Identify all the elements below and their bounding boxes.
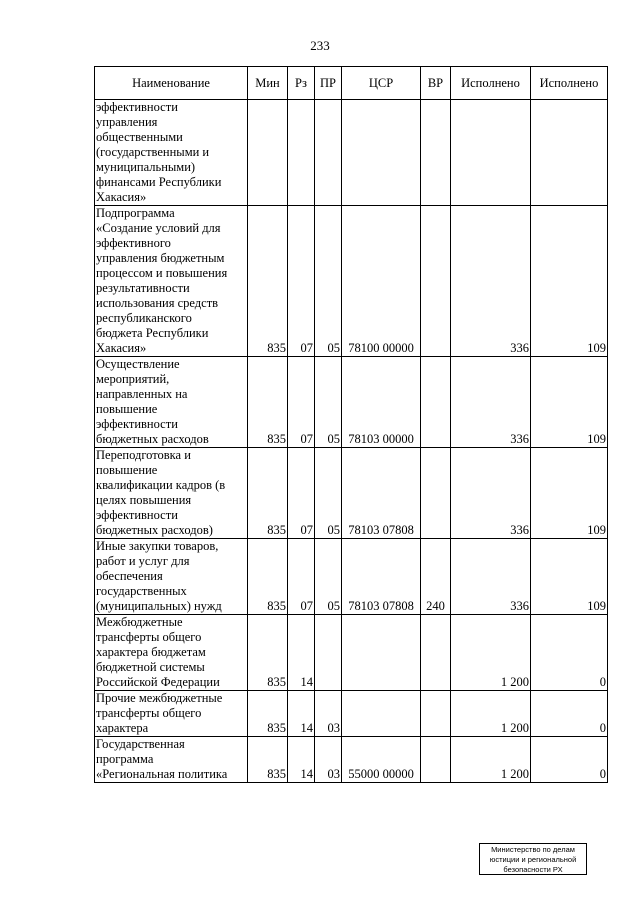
- cell-name: [95, 100, 248, 206]
- stamp-line: Министерство по делам: [491, 845, 575, 854]
- table-row: [95, 615, 608, 691]
- cell-min: 835: [248, 357, 288, 448]
- stamp-line: безопасности РХ: [503, 865, 563, 874]
- cell-pr: 05: [315, 357, 342, 448]
- cell-name: [95, 448, 248, 539]
- cell-rz: 07: [288, 448, 315, 539]
- cell-executed-1: 336: [451, 357, 531, 448]
- cell-pr: 03: [315, 737, 342, 783]
- cell-executed-1: 336: [451, 539, 531, 615]
- cell-name: [95, 615, 248, 691]
- cell-vr: [421, 691, 451, 737]
- cell-vr: [421, 206, 451, 357]
- cell-name-line: эффективного: [96, 236, 171, 250]
- budget-table: [94, 66, 608, 783]
- cell-name-line: финансами Республики: [96, 175, 222, 189]
- header-executed-2: Исполнено: [531, 67, 608, 100]
- cell-csr: 78103 07808: [342, 539, 421, 615]
- cell-vr: [421, 448, 451, 539]
- cell-name-line: процессом и повышения: [96, 266, 228, 280]
- table-row: [95, 737, 608, 783]
- cell-vr: 240: [421, 539, 451, 615]
- cell-name-line: целях повышения: [96, 493, 192, 507]
- header-name: Наименование: [95, 67, 248, 100]
- cell-name-line: повышение: [96, 463, 158, 477]
- cell-executed-1: 1 200: [451, 737, 531, 783]
- table-row: [95, 448, 608, 539]
- cell-pr: [315, 100, 342, 206]
- cell-min: 835: [248, 737, 288, 783]
- cell-executed-2: 0: [531, 737, 608, 783]
- cell-name-line: повышение: [96, 402, 158, 416]
- cell-rz: 07: [288, 357, 315, 448]
- cell-rz: 07: [288, 539, 315, 615]
- cell-name-line: Государственная: [96, 737, 185, 751]
- cell-name-line: муниципальными): [96, 160, 196, 174]
- cell-name-line: бюджетных расходов): [96, 523, 213, 537]
- cell-executed-1: 336: [451, 448, 531, 539]
- cell-name-line: (муниципальных) нужд: [96, 599, 222, 613]
- cell-executed-2: 109: [531, 448, 608, 539]
- cell-name-line: эффективности: [96, 417, 178, 431]
- cell-vr: [421, 357, 451, 448]
- cell-name-line: квалификации кадров (в: [96, 478, 226, 492]
- cell-name-line: общественными: [96, 130, 183, 144]
- cell-name-line: трансферты общего: [96, 706, 202, 720]
- cell-min: 835: [248, 539, 288, 615]
- cell-name-line: бюджетных расходов: [96, 432, 209, 446]
- cell-executed-1: 1 200: [451, 691, 531, 737]
- header-vr: ВР: [421, 67, 451, 100]
- cell-name-line: обеспечения: [96, 569, 163, 583]
- cell-name-line: характера: [96, 721, 149, 735]
- cell-name-line: республиканского: [96, 311, 192, 325]
- cell-name-line: использования средств: [96, 296, 219, 310]
- cell-rz: [288, 100, 315, 206]
- cell-name-line: трансферты общего: [96, 630, 202, 644]
- cell-name-line: Хакасия»: [96, 341, 147, 355]
- cell-name-line: «Региональная политика: [96, 767, 228, 781]
- cell-name-line: Хакасия»: [96, 190, 147, 204]
- cell-executed-2: 0: [531, 615, 608, 691]
- cell-name-line: работ и услуг для: [96, 554, 190, 568]
- cell-csr: [342, 691, 421, 737]
- cell-vr: [421, 615, 451, 691]
- cell-executed-2: 109: [531, 357, 608, 448]
- cell-pr: 05: [315, 206, 342, 357]
- cell-name-line: характера бюджетам: [96, 645, 206, 659]
- cell-name: [95, 737, 248, 783]
- table-row: [95, 206, 608, 357]
- header-executed-1: Исполнено: [451, 67, 531, 100]
- cell-name-line: направленных на: [96, 387, 188, 401]
- cell-csr: 78103 07808: [342, 448, 421, 539]
- table-row: [95, 357, 608, 448]
- cell-name-line: «Создание условий для: [96, 221, 221, 235]
- header-pr: ПР: [315, 67, 342, 100]
- cell-name-line: эффективности: [96, 508, 178, 522]
- table-row: [95, 691, 608, 737]
- cell-name-line: Прочие межбюджетные: [96, 691, 223, 705]
- cell-name-line: бюджета Республики: [96, 326, 209, 340]
- cell-executed-1: 1 200: [451, 615, 531, 691]
- cell-pr: 05: [315, 539, 342, 615]
- cell-name-line: эффективности: [96, 100, 178, 114]
- cell-csr: 78103 00000: [342, 357, 421, 448]
- cell-name-line: управления бюджетным: [96, 251, 225, 265]
- cell-rz: 07: [288, 206, 315, 357]
- cell-name-line: мероприятий,: [96, 372, 170, 386]
- table-header-row: [95, 67, 608, 100]
- cell-pr: [315, 615, 342, 691]
- cell-name-line: Иные закупки товаров,: [96, 539, 219, 553]
- header-min: Мин: [248, 67, 288, 100]
- cell-name: [95, 691, 248, 737]
- cell-name-line: программа: [96, 752, 154, 766]
- cell-min: 835: [248, 206, 288, 357]
- cell-csr: [342, 615, 421, 691]
- cell-executed-2: [531, 100, 608, 206]
- cell-name-line: государственных: [96, 584, 187, 598]
- ministry-stamp: [479, 843, 587, 875]
- page-number: 233: [310, 38, 330, 53]
- cell-name-line: бюджетной системы: [96, 660, 205, 674]
- cell-vr: [421, 737, 451, 783]
- cell-name-line: Межбюджетные: [96, 615, 183, 629]
- cell-name-line: управления: [96, 115, 158, 129]
- header-rz: Рз: [288, 67, 315, 100]
- cell-min: 835: [248, 448, 288, 539]
- cell-min: 835: [248, 615, 288, 691]
- cell-name: [95, 206, 248, 357]
- cell-executed-2: 0: [531, 691, 608, 737]
- cell-executed-1: 336: [451, 206, 531, 357]
- cell-pr: 03: [315, 691, 342, 737]
- cell-name-line: (государственными и: [96, 145, 210, 159]
- cell-vr: [421, 100, 451, 206]
- table-body: [95, 100, 608, 783]
- cell-csr: 55000 00000: [342, 737, 421, 783]
- cell-csr: 78100 00000: [342, 206, 421, 357]
- cell-pr: 05: [315, 448, 342, 539]
- cell-min: 835: [248, 691, 288, 737]
- cell-rz: 14: [288, 615, 315, 691]
- cell-rz: 14: [288, 737, 315, 783]
- cell-name-line: Осуществление: [96, 357, 180, 371]
- cell-rz: 14: [288, 691, 315, 737]
- cell-csr: [342, 100, 421, 206]
- cell-min: [248, 100, 288, 206]
- cell-executed-2: 109: [531, 206, 608, 357]
- stamp-line: юстиции и региональной: [489, 855, 577, 864]
- cell-name-line: результативности: [96, 281, 190, 295]
- table-row: [95, 100, 608, 206]
- cell-name-line: Переподготовка и: [96, 448, 191, 462]
- cell-name-line: Подпрограмма: [96, 206, 175, 220]
- table-row: [95, 539, 608, 615]
- cell-executed-1: [451, 100, 531, 206]
- cell-name-line: Российской Федерации: [96, 675, 220, 689]
- cell-name: [95, 539, 248, 615]
- cell-name: [95, 357, 248, 448]
- cell-executed-2: 109: [531, 539, 608, 615]
- header-csr: ЦСР: [342, 67, 421, 100]
